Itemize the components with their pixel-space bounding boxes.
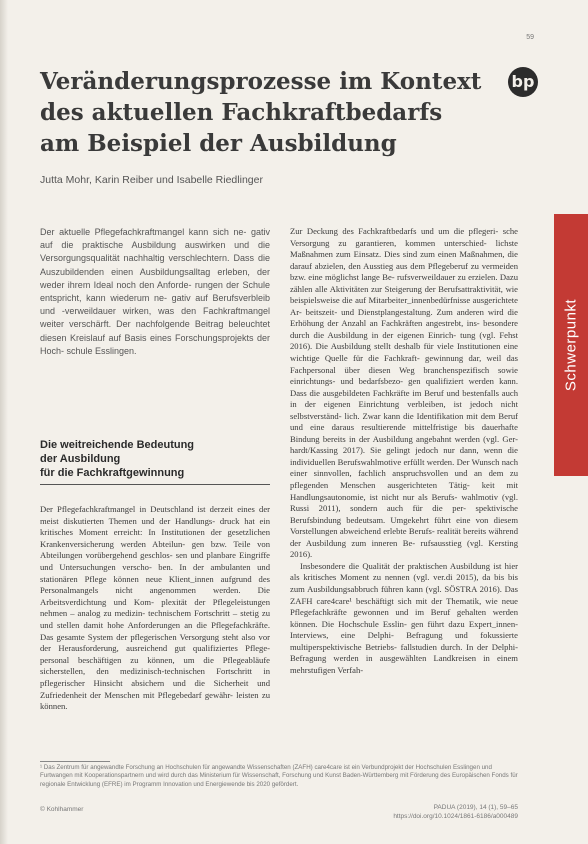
body-text-right-column <box>290 226 518 676</box>
body-text-left-column: Der Pflegefachkraftmangel in Deutschland ist derzeit eines der meist diskutierten Themen und der Handlungs- druck hat ein kritisches Moment erreicht: In Institutionen der gesetzlichen Krankenversicherung werden Abteilun- gen bzw. Teile von Abteilungen vorübergehend geschlos- sen und planbare Eingriffe und Untersuchungen verscho- ben. In der ambulanten und stationären Pflege können neue Klient_innen aufgrund des Personalmangels nicht angenommen werden. Die Arbeitsverdichtung und Kom- plexität der Pflegeleistungen nehmen – analog zu medizin- technischem Fortschritt – stetig zu und stellen damit hohe Anforderungen an die Pflegefachkräfte. Das gesamte System der pflegerischen Versorgung steht also vor der Herausforderung, ausreichend gut qualifiziertes Pflege- personal beschäftigen zu können, um die Pflegeabläufe sicherstellen, den medizinisch-technischen Fortschritt in pflegerischer Hinsicht absichern und die Sicherheit und Zufriedenheit der Menschen mit Pflegebedarf gewähr- leisten zu können. <box>40 504 270 712</box>
section-heading <box>40 438 230 480</box>
footer-doi-line: https://doi.org/10.1024/1861-6186/a000489 <box>393 813 518 820</box>
section-heading-line: für die Fachkraftgewinnung <box>40 467 185 479</box>
footnote-rule <box>40 761 110 762</box>
article-title <box>40 66 500 159</box>
section-side-tab <box>554 214 588 476</box>
side-tab-label: Schwerpunkt <box>562 298 580 392</box>
abstract: Der aktuelle Pflegefachkraftmangel kann sich ne- gativ auf die praktische Ausbildung auswirken und die Versorgungsqualität nachhaltig verschlechtern. Dass die Auszubildenden einen Ausbildungsalltag erleben, der weder ihrem Ideal noch den Anforde- rungen der Schule entspricht, kann wiederum ne- gativ auf Berufsverbleib und -verweildauer wirken, was den Fachkraftmangel weiter verschärft. Der nachfolgende Beitrag beleuchtet diesen Kreislauf auf Basis eines Forschungsprojekts der Hoch- schule Esslingen. <box>40 227 270 356</box>
body-paragraph: Insbesondere die Qualität der praktischen Ausbildung ist hier als kritisches Moment zu nennen (vgl. ver.di 2015), da bis bis zum Ausbildungsabbruch führen kann (vgl. SÖSTRA 2016). Das ZAFH care4care¹ beschäftigt sich mit der Thematik, wie neue Pflegefachkräfte gewonnen und im Beruf gehalten werden können. Die Hochschule Esslin- gen führt dazu Expert_innen-Interviews, eine Delphi- Befragung und fokussierte multiperspektivische Betriebs- fallstudien durch. In der Delphi-Befragung werden in ausgewählten Landkreisen in einem mehrstufigen Verfah- <box>290 560 518 675</box>
title-line: Veränderungsprozesse im Kontext <box>40 68 482 95</box>
publisher-logo-icon: bp <box>508 67 538 97</box>
section-heading-line: der Ausbildung <box>40 453 121 465</box>
footer-citation <box>393 803 518 821</box>
title-line: am Beispiel der Ausbildung <box>40 130 397 157</box>
footer-journal-line: PADUA (2019), 14 (1), 59–65 <box>433 804 518 811</box>
author-line: Jutta Mohr, Karin Reiber und Isabelle Riedlinger <box>40 174 263 186</box>
footnote: ¹ Das Zentrum für angewandte Forschung an Hochschulen für angewandte Wissenschaften (ZAFH) care4care ist ein Verbundprojekt der Hochschulen Esslingen und Furtwangen mit Kooperationspartnern und wird durch das Ministerium für Wissenschaft, Forschung und Kunst Baden-Württemberg mit Förderung des Europäischen Fonds für regionale Entwicklung (EFRE) im Programm Innovation und Energiewende bis 2020 gefördert. <box>40 764 518 788</box>
section-heading-rule <box>40 484 270 485</box>
title-line: des aktuellen Fachkraftbedarfs <box>40 99 443 126</box>
footer-copyright: © Kohlhammer <box>40 806 84 813</box>
page-number: 59 <box>526 34 534 41</box>
section-heading-line: Die weitreichende Bedeutung <box>40 439 195 451</box>
body-paragraph: Zur Deckung des Fachkraftbedarfs und um die pflegeri- sche Versorgung zu garantieren, kommen unterschied- lichste Maßnahmen zum Einsatz. Dies sind zum einen Maßnahmen, die darauf abzielen, den Ausstieg aus dem Pflegeberuf zu vermeiden bzw. eine möglichst lange Be- rufsverweildauer zu erzielen. Dazu zählen alle Aktivitäten zur Steigerung der Berufsattraktivität, wie beispielsweise die auf Mitarbeiter_innenbedürfnisse ausgerichtete Ar- beitszeit- und Dienstplangestaltung. Zum anderen wird die Erhöhung der Anzahl an Fachkräften angestrebt, ins- besondere durch die Ausbildung in der eigenen Einrich- tung (vgl. Fehst 2016). Die Ausbildung stellt deshalb für viele Institutionen eine wichtige Quelle für die Fachkraft- gewinnung dar, weil das Fachpersonal über diesen Weg branchenspezifisch sowie einrichtungs- und bedarfsbezo- gen qualifiziert werden kann. Dass die ausgebildeten Fachkräfte im Beruf und bestenfalls auch in der eigenen Einrichtung verbleiben, ist jedoch nicht selbstverständ- lich. Zwar kann die Identifikation mit dem Beruf und eine daraus resultierende mittelfristige bis dauerhafte Bindung bereits in der Ausbildung angebahnt werden (vgl. Ger- hardt/Kassing 2017). Sie gelingt jedoch nur dann, wenn die individuellen Berufswahlmotive erfüllt werden. Der Wunsch nach einer sinnvollen, fachlich anspruchsvollen und an dem zu pflegenden Menschen ausgerichteten Tätig- keit mit Handlungsautonomie, ist nicht nur als Berufs- wahlmotiv (vgl. Russi 2011), sondern auch für die per- spektivische Berufsbindung bedeutsam. Umgekehrt führt eine von diesem Vorstellungen abweichend erlebte Berufs- realität bereits während der Ausbildung zum inneren Be- rufsausstieg (vgl. Kersting 2016). <box>290 226 518 560</box>
page-edge <box>0 0 8 844</box>
